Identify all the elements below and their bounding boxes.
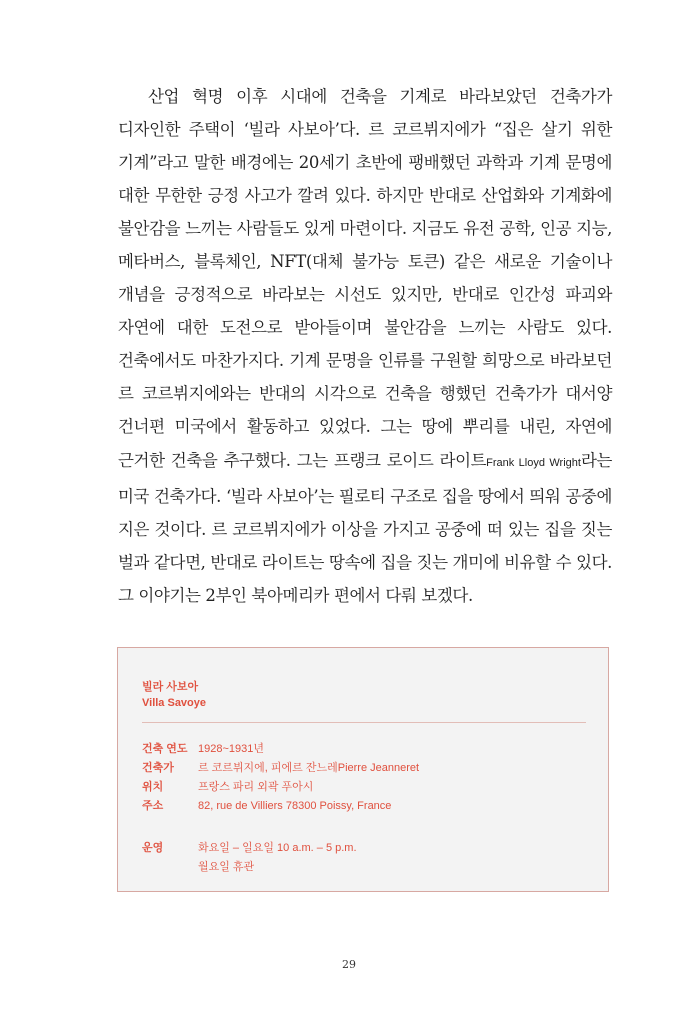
paragraph-text-part2: 라는 미국 건축가다. ‘빌라 사보아’는 필로티 구조로 집을 땅에서 띄워 공중에 지은 것이다. 르 코르뷔지에가 이상을 가지고 공중에 떠 있는 집을 짓는 벌과 같다면, 반대로 라이트는 땅속에 집을 짓는 개미에 비유할 수 있다. 그 이야기는 2부인 북아메리카 편에서 다뤄 보겠다. (118, 450, 613, 605)
page-number: 29 (342, 958, 356, 971)
info-value: 1928~1931년 (198, 743, 264, 755)
info-label: 주소 (142, 800, 164, 812)
building-info-box (117, 647, 609, 892)
hours-open: 화요일 – 일요일 10 a.m. – 5 p.m. (198, 842, 357, 854)
info-value: 82, rue de Villiers 78300 Poissy, France (198, 800, 392, 812)
info-label: 건축 연도 (142, 743, 188, 755)
paragraph-text-part1: 산업 혁명 이후 시대에 건축을 기계로 바라보았던 건축가가 디자인한 주택이 ‘빌라 사보아’다. 르 코르뷔지에가 “집은 살기 위한 기계”라고 말한 배경에는 20세기 초반에 팽배했던 과학과 기계 문명에 대한 무한한 긍정 사고가 깔려 있다. 하지만 반대로 산업화와 기계화에 불안감을 느끼는 사람들도 있게 마련이다. 지금도 유전 공학, 인공 지능, 메타버스, 블록체인, NFT(대체 불가능 토큰) 같은 새로운 기술이나 개념을 긍정적으로 바라보는 시선도 있지만, 반대로 인간성 파괴와 자연에 대한 도전으로 받아들이며 불안감을 느끼는 사람도 있다. 건축에서도 마찬가지다. 기계 문명을 인류를 구원할 희망으로 바라보던 르 코르뷔지에와는 반대의 시각으로 건축을 행했던 건축가가 대서양 건너편 미국에서 활동하고 있었다. 그는 땅에 뿌리를 내린, 자연에 근거한 건축을 추구했다. 그는 프랭크 로이드 라이트 (118, 87, 612, 470)
building-name-korean: 빌라 사보아 (142, 681, 199, 693)
info-label: 건축가 (142, 762, 174, 774)
info-value: 르 코르뷔지에, 피에르 잔느레Pierre Jeanneret (198, 762, 420, 774)
body-paragraph (118, 80, 612, 612)
info-label: 위치 (142, 781, 164, 793)
info-divider (142, 722, 586, 723)
architect-english-name: Frank Lloyd Wright (486, 456, 581, 469)
hours-closed: 월요일 휴관 (198, 861, 255, 873)
info-label: 운영 (142, 842, 164, 854)
building-name-english: Villa Savoye (142, 697, 207, 709)
info-value: 프랑스 파리 외곽 푸아시 (198, 781, 314, 793)
